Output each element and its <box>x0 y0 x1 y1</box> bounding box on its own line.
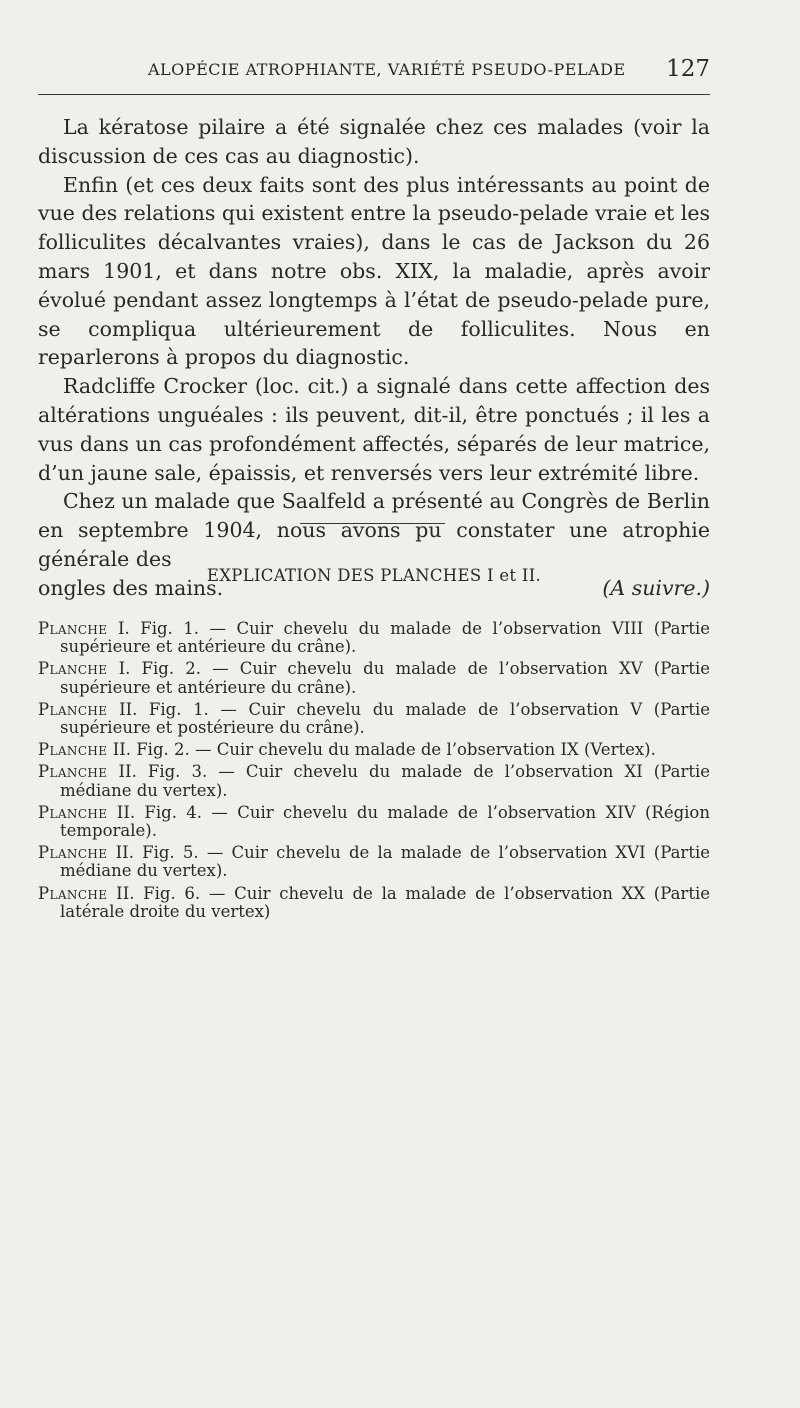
plate-caption: Planche II. Fig. 3. — Cuir chevelu du malade de l’observation XI (Partie médiane du vertex). <box>38 762 711 800</box>
plates-heading: EXPLICATION DES PLANCHES I et II. <box>206 566 542 585</box>
running-title: ALOPÉCIE ATROPHIANTE, VARIÉTÉ PSEUDO-PELADE <box>148 60 626 79</box>
paragraph: La kératose pilaire a été signalée chez ces malades (voir la discussion de ces cas au diagnostic). <box>38 115 710 168</box>
plate-caption: Planche I. Fig. 2. — Cuir chevelu du malade de l’observation XV (Partie supérieure et antérieure du crâne). <box>38 659 710 697</box>
paragraph: Enfin (et ces deux faits sont des plus intéressants au point de vue des relations qui existent entre la pseudo-pelade vraie et les folliculites décalvantes vraies), dans le cas de Jackson du 26 mars 1901, et dans notre obs. XIX, la maladie, après avoir évolué pendant assez longtemps à l’état de pseudo-pelade pure, se compliqua ultérieurement de folliculites. Nous en reparlerons à propos du diagnostic. <box>38 172 710 370</box>
page-number: 127 <box>666 56 710 82</box>
plate-caption: Planche I. Fig. 1. — Cuir chevelu du malade de l’observation VIII (Partie supérieure et antérieure du crâne). <box>38 619 711 657</box>
section-separator <box>300 523 445 524</box>
plate-caption: Planche II. Fig. 4. — Cuir chevelu du malade de l’observation XIV (Région temporale). <box>38 802 710 841</box>
to-be-continued: (A suivre.) <box>602 575 710 600</box>
paragraph: Radcliffe Crocker (loc. cit.) a signalé dans cette affection des altérations unguéales : ils peuvent, dit-il, être ponctués ; il les a vus dans un cas profondément affectés, séparés de leur matrice, d’un jaune sale, épaissis, et renversés vers leur extrémité libre. <box>38 374 710 485</box>
plate-caption: Planche II. Fig. 6. — Cuir chevelu de la malade de l’observation XX (Partie latérale droite du vertex) <box>38 883 710 921</box>
plates-list <box>38 620 710 925</box>
plate-caption: Planche II. Fig. 1. — Cuir chevelu du malade de l’observation V (Partie supérieure et postérieure du crâne). <box>38 699 711 738</box>
body-text <box>38 113 710 603</box>
running-header <box>38 58 710 82</box>
paragraph-end: ongles des mains. <box>38 575 224 600</box>
book-page <box>38 0 710 1408</box>
plate-caption: Planche II. Fig. 5. — Cuir chevelu de la malade de l’observation XVI (Partie médiane du vertex). <box>38 843 710 881</box>
plate-caption: Planche II. Fig. 2. — Cuir chevelu du malade de l’observation IX (Vertex). <box>38 740 656 760</box>
header-rule <box>38 94 710 95</box>
paragraph: Chez un malade que Saalfeld a présenté au Congrès de Berlin en septembre 1904, nous avons pu constater une atrophie générale des <box>38 489 710 571</box>
